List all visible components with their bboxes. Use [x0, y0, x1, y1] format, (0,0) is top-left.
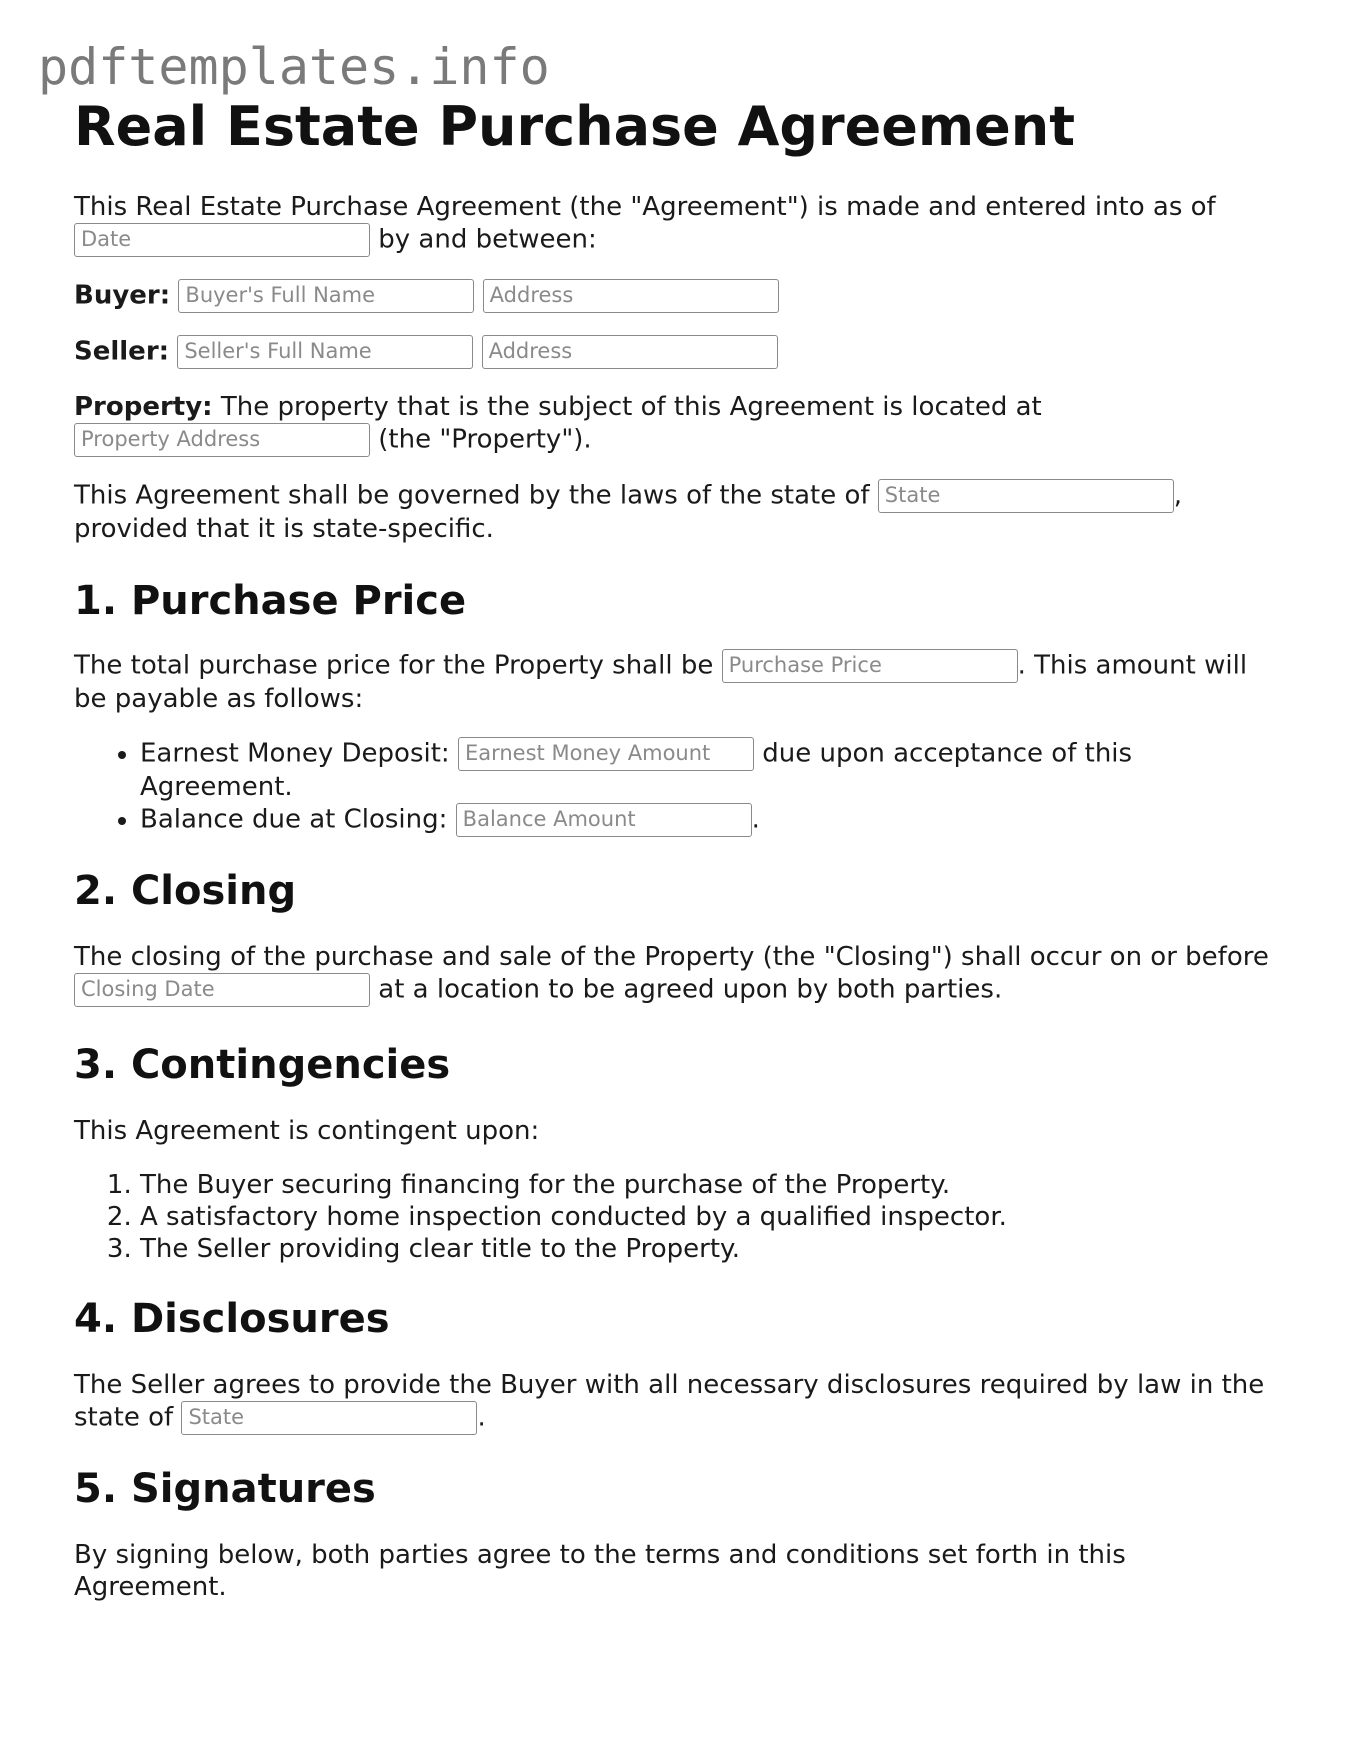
- disclosures-paragraph: [74, 1369, 1274, 1435]
- property-address-field[interactable]: [74, 423, 370, 457]
- contingencies-intro: This Agreement is contingent upon:: [74, 1116, 540, 1146]
- property-paragraph: [74, 391, 1274, 457]
- list-item: 1. The Buyer securing financing for the purchase of the Property.: [140, 1169, 1274, 1201]
- governing-law-text: This Agreement shall be governed by the laws of the state of: [74, 480, 870, 511]
- disclosures-text-after: .: [477, 1402, 486, 1433]
- seller-label: Seller:: [74, 336, 170, 367]
- purchase-price-field[interactable]: [722, 649, 1018, 683]
- disclosures-state-field[interactable]: [181, 1401, 477, 1435]
- governing-state-field[interactable]: [878, 479, 1174, 513]
- purchase-price-text: The total purchase price for the Property shall be: [74, 650, 714, 681]
- balance-label: Balance due at Closing:: [140, 804, 448, 835]
- governing-law-paragraph: [74, 479, 1274, 545]
- governing-law-comma: ,: [1173, 480, 1183, 511]
- seller-name-field[interactable]: [177, 335, 473, 369]
- closing-date-field[interactable]: [74, 973, 370, 1007]
- buyer-name-field[interactable]: [178, 279, 474, 313]
- section-heading-purchase-price: 1. Purchase Price: [74, 578, 467, 624]
- list-item-balance: [140, 803, 1274, 837]
- section-heading-signatures: 5. Signatures: [74, 1466, 376, 1512]
- purchase-price-paragraph: [74, 649, 1274, 715]
- page-title: Real Estate Purchase Agreement: [74, 95, 1076, 158]
- buyer-row: [74, 279, 1274, 313]
- contingencies-list: [74, 1169, 1274, 1265]
- intro-text-after: by and between:: [378, 224, 597, 255]
- closing-text-after: at a location to be agreed upon by both parties.: [378, 974, 1003, 1005]
- balance-text-after: .: [751, 804, 760, 835]
- seller-row: [74, 335, 1274, 369]
- property-text: The property that is the subject of this Agreement is located at: [220, 392, 1042, 422]
- list-item: 3. The Seller providing clear title to the Property.: [140, 1233, 1274, 1265]
- intro-paragraph: [74, 191, 1274, 257]
- section-heading-closing: 2. Closing: [74, 868, 297, 914]
- governing-law-line2: provided that it is state-specific.: [74, 514, 494, 544]
- earnest-money-field[interactable]: [458, 737, 754, 771]
- list-item: 2. A satisfactory home inspection conducted by a qualified inspector.: [140, 1201, 1274, 1233]
- section-heading-disclosures: 4. Disclosures: [74, 1296, 390, 1342]
- buyer-address-field[interactable]: [483, 279, 779, 313]
- list-item-earnest: [140, 737, 1274, 803]
- section-heading-contingencies: 3. Contingencies: [74, 1042, 451, 1088]
- closing-paragraph: [74, 941, 1274, 1007]
- payment-list: [74, 737, 1274, 837]
- purchase-price-text-after: . This amount will be payable as follows:: [74, 650, 1248, 714]
- agreement-date-field[interactable]: [74, 223, 370, 257]
- disclosures-text: The Seller agrees to provide the Buyer with all necessary disclosures required by law in the state of: [74, 1370, 1265, 1433]
- balance-amount-field[interactable]: [456, 803, 752, 837]
- agreement-document: [74, 95, 1274, 1603]
- property-label: Property:: [74, 392, 213, 422]
- closing-text: The closing of the purchase and sale of the Property (the "Closing") shall occur on or before: [74, 942, 1269, 972]
- earnest-label: Earnest Money Deposit:: [140, 738, 450, 769]
- seller-address-field[interactable]: [482, 335, 778, 369]
- earnest-text-after: due upon acceptance of this Agreement.: [140, 738, 1133, 802]
- property-text-after: (the "Property").: [378, 424, 592, 455]
- buyer-label: Buyer:: [74, 280, 171, 311]
- watermark: pdftemplates.info: [38, 38, 550, 96]
- intro-text: This Real Estate Purchase Agreement (the "Agreement") is made and entered into as of: [74, 192, 1216, 222]
- signatures-paragraph: By signing below, both parties agree to the terms and conditions set forth in this Agreement.: [74, 1540, 1126, 1602]
